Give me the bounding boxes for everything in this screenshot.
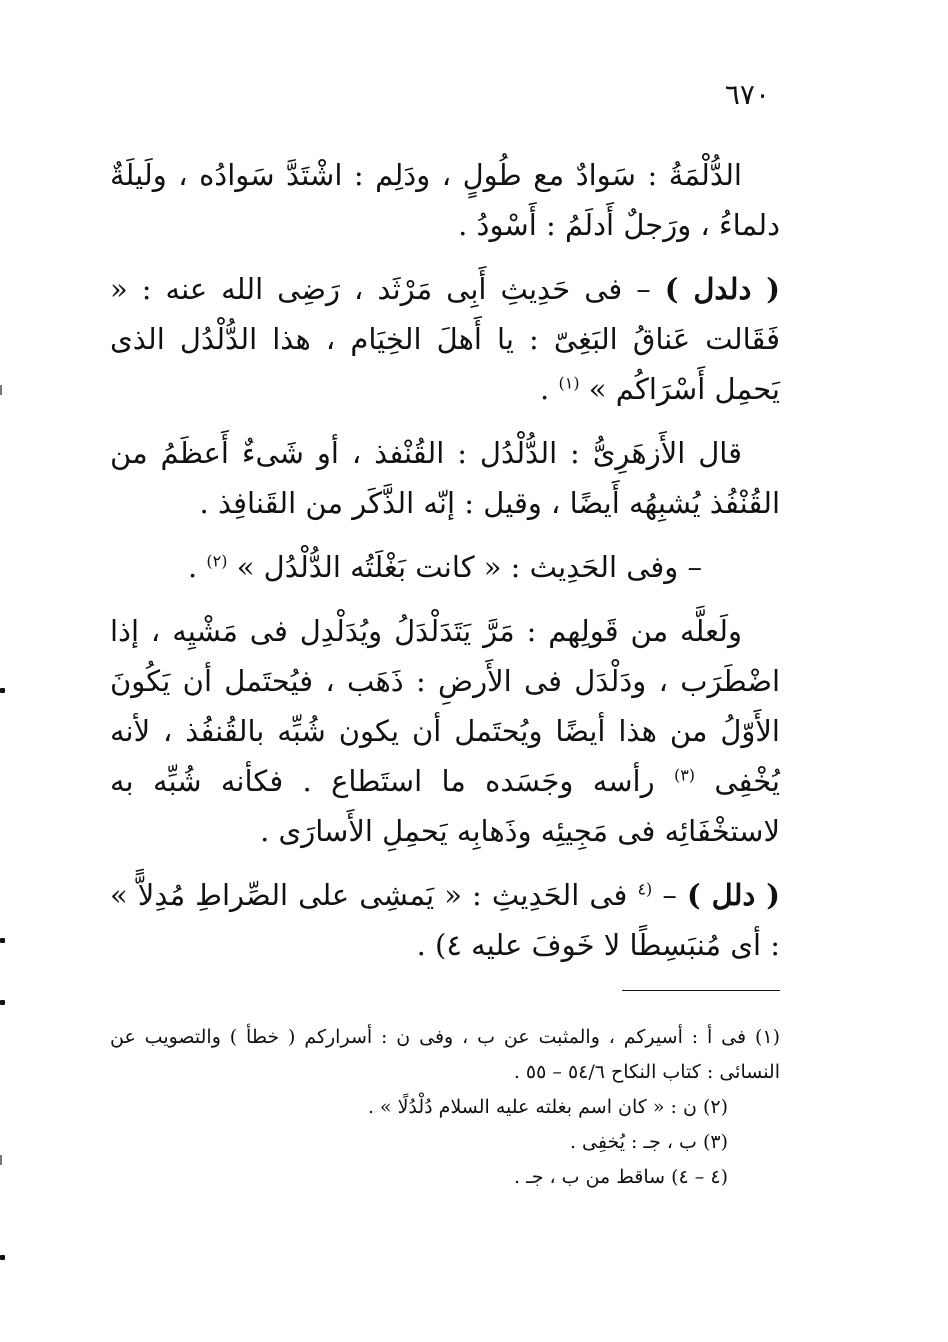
footnote-1: (١) فى أ : أسيركم ، والمثبت عن ب ، وفى ن : أسراركم ( خطأ ) والتصويب عن النسائى : كتاب النكاح ٥٤/٦ – ٥٥ . — [110, 1026, 780, 1083]
scan-margin-mark — [0, 385, 2, 395]
paragraph-dulma — [110, 150, 780, 250]
footnote-ref: (٤ — [637, 879, 653, 899]
footnote-3: (٣) ب ، جـ : يُخفِى . — [569, 1131, 728, 1153]
footnote-4: (٤ – ٤) ساقط من ب ، جـ . — [514, 1166, 728, 1188]
scan-margin-mark — [0, 1155, 2, 1165]
scan-margin-mark — [0, 938, 5, 943]
footnote-2: (٢) ن : « كان اسم بغلته عليه السلام دُلْدُلًا » . — [367, 1096, 728, 1118]
footnote-ref: (٢) — [206, 551, 228, 571]
paragraph-text: فى الحَدِيثِ : « يَمشِى على الصِّراطِ مُدِلاًّ » : أى مُنبَسِطًا لا خَوفَ عليه ٤) . — [110, 878, 780, 962]
paragraph-text: . — [187, 550, 207, 584]
paragraph-text: رأسه وجَسَده ما استَطاع . فكأنه شُبِّه به لاستخْفَائِه فى مَجِيئِه وذَهابِه يَحمِلِ الأَسارَى . — [110, 764, 780, 848]
entry-lemma: ( دلدل ) — [664, 272, 781, 306]
entry-lemma: ( دلل ) — [686, 878, 780, 912]
paragraph-text: . — [540, 372, 559, 406]
paragraph-text: – فى حَدِيثِ أَبِى مَرْثَد ، رَضِى الله عنه : « فَقَالت عَناقُ البَغِىّ : يا أَهلَ الخِيَام ، هذا الدُّلْدُل الذى يَحمِل أَسْرَاكُم » — [110, 272, 780, 406]
paragraph-text: – — [652, 878, 687, 912]
paragraph-dalal-entry — [110, 870, 780, 970]
scan-margin-mark — [0, 1000, 5, 1005]
footnote-separator — [622, 990, 780, 991]
page-number: ٦٧٠ — [724, 78, 770, 111]
paragraph-azhari — [110, 428, 780, 528]
paragraph-hadith-baghla — [110, 542, 780, 592]
scan-margin-mark — [0, 1255, 5, 1260]
paragraph-text: الدُّلْمَةُ : سَوادٌ مع طُولٍ ، ودَلِم : اشْتَدَّ سَوادُه ، ولَيلَةٌ دلماءُ ، ورَجلٌ أَدلَمُ : أَسْودُ . — [110, 158, 780, 242]
paragraph-la-allahu — [110, 606, 780, 856]
paragraph-text: ولَعلَّه من قَولِهم : مَرَّ يَتَدَلْدَلُ ويُدَلْدِل فى مَشْيِه ، إذا اضْطَرَب ، ودَلْدَل فى الأَرضِ : ذَهَب ، فيُحتَمل أن يَكُونَ الأَوّلُ من هذا أيضًا ويُحتَمل أن يكون شُبِّه بالقُنفُذ ، لأنه يُخْفِى — [110, 614, 780, 798]
footnotes — [110, 1020, 780, 1195]
main-text — [110, 150, 780, 984]
footnote-ref: (٣) — [673, 765, 696, 785]
paragraph-daldal-entry — [110, 264, 780, 414]
paragraph-text: قال الأَزهَرِىُّ : الدُّلْدُل : القُنْفذ ، أو شَىءٌ أَعظَمُ من القُنْفُذ يُشبِهُه أَيضًا ، وقيل : إنّه الذَّكَر من القَنافِذ . — [110, 436, 780, 520]
paragraph-text: – وفى الحَدِيث : « كانت بَغْلَتُه الدُّلْدُل » — [227, 550, 703, 584]
footnote-ref: (١) — [558, 373, 580, 393]
scan-margin-mark — [0, 688, 5, 693]
